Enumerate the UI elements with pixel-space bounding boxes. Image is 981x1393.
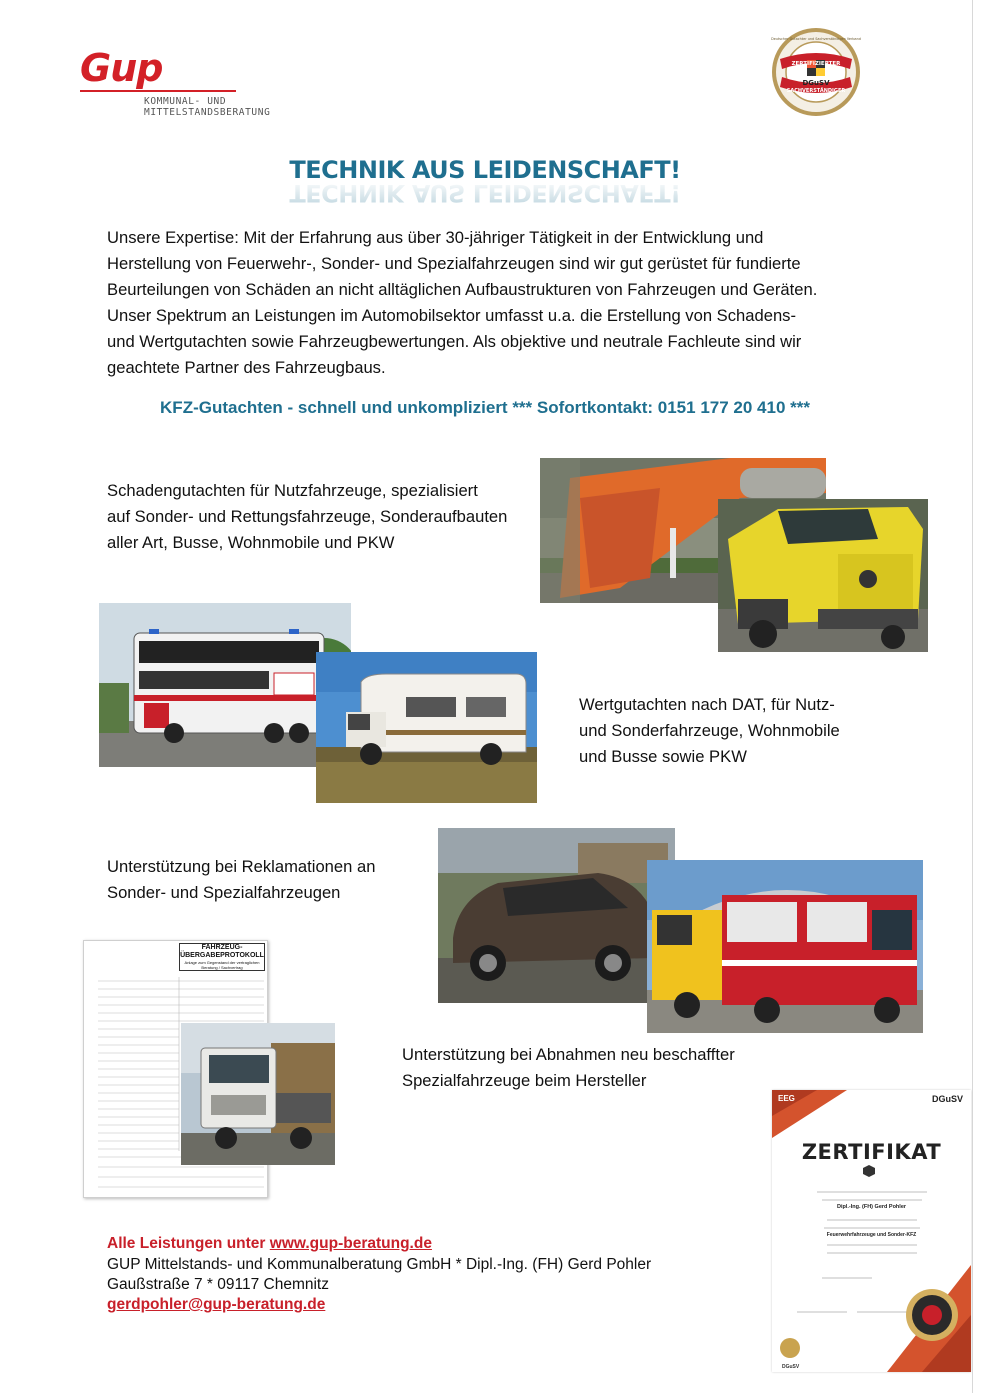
suv-photo <box>438 828 675 1003</box>
service-line: Schadengutachten für Nutzfahrzeuge, spezialisiert <box>107 481 478 500</box>
motorhome-photo <box>316 652 537 803</box>
service-line: und Sonderfahrzeuge, Wohnmobile <box>579 721 840 740</box>
certificate-field: Feuerwehrfahrzeuge und Sonder-KFZ <box>826 1232 917 1238</box>
protocol-subtitle: Anlage zum Gegenstand der vertraglichen Beratung / Sachvertrag <box>184 960 260 970</box>
service-damage-assessment <box>107 478 537 556</box>
certificate-name: Dipl.-Ing. (FH) Gerd Pohler <box>836 1204 907 1210</box>
protocol-title-line-2: ÜBERGABEPROTOKOLL <box>180 952 264 959</box>
service-valuation <box>579 692 879 770</box>
footer-company: GUP Mittelstands- und Kommunalberatung GmbH * Dipl.-Ing. (FH) Gerd Pohler <box>107 1256 652 1273</box>
intro-line: und Wertgutachten sowie Fahrzeugbewertungen. Als objektive und neutrale Fachleute sind wir <box>107 332 802 351</box>
email-link[interactable]: gerdpohler@gup-beratung.de <box>107 1296 326 1313</box>
service-line: auf Sonder- und Rettungsfahrzeuge, Sonderaufbauten <box>107 507 508 526</box>
double-decker-bus-photo <box>99 603 351 767</box>
footer-website-line <box>107 1235 432 1253</box>
scania-truck-photo <box>181 1023 335 1165</box>
intro-line: geachtete Partner des Fahrzeugbaus. <box>107 358 386 377</box>
intro-paragraph <box>107 225 907 381</box>
service-line: Unterstützung bei Reklamationen an <box>107 857 376 876</box>
certificate-seal-label: DGuSV <box>782 1364 800 1370</box>
crashed-yellow-truck-photo <box>718 499 928 652</box>
logo-subline-1: KOMMUNAL- UND <box>144 96 227 107</box>
logo-brand: Gup <box>80 46 163 90</box>
certificate-title: ZERTIFIKAT <box>801 1140 942 1164</box>
kfz-contact-line: KFZ-Gutachten - schnell und unkompliziert *** Sofortkontakt: 0151 177 20 410 *** <box>160 398 810 417</box>
service-acceptance <box>402 1042 782 1094</box>
certificate-brand-left: EEG <box>778 1094 795 1103</box>
intro-line: Herstellung von Feuerwehr-, Sonder- und Spezialfahrzeugen sind wir gut gerüstet für fundierte <box>107 254 801 273</box>
page-title: TECHNIK AUS LEIDENSCHAFT! <box>289 156 681 184</box>
seal-ring-text: Deutscher Gutachter und Sachverständigen Verband <box>771 37 861 41</box>
seal-banner-1: ZERTIFIZIERTER <box>791 61 841 67</box>
certificate-background <box>772 1090 971 1372</box>
intro-line: Unser Spektrum an Leistungen im Automobilsektor umfasst u.a. die Erstellung von Schadens- <box>107 306 796 325</box>
protocol-title-line-1: FAHRZEUG- <box>201 944 243 951</box>
service-line: Wertgutachten nach DAT, für Nutz- <box>579 695 835 714</box>
certificate-brand-right: DGuSV <box>931 1094 963 1104</box>
logo-underline <box>80 90 236 92</box>
service-line: Unterstützung bei Abnahmen neu beschaffter <box>402 1045 735 1064</box>
page-title-reflection: TECHNIK AUS LEIDENSCHAFT! <box>0 179 970 207</box>
certificate-document <box>772 1090 971 1372</box>
logo-subline-2: MITTELSTANDSBERATUNG <box>144 107 271 118</box>
footer-prefix: Alle Leistungen unter <box>107 1235 270 1252</box>
footer-address: Gaußstraße 7 * 09117 Chemnitz <box>107 1276 329 1293</box>
service-line: und Busse sowie PKW <box>579 747 747 766</box>
seal-center-text: DGuSV <box>802 79 830 87</box>
intro-line: Unsere Expertise: Mit der Erfahrung aus über 30-jähriger Tätigkeit in der Entwicklung und <box>107 228 764 247</box>
website-link[interactable]: www.gup-beratung.de <box>269 1235 432 1252</box>
service-complaints <box>107 854 427 906</box>
service-line: aller Art, Busse, Wohnmobile und PKW <box>107 533 395 552</box>
seal-banner-2: SACHVERSTÄNDIGER <box>786 88 846 94</box>
service-line: Spezialfahrzeuge beim Hersteller <box>402 1071 647 1090</box>
certified-expert-seal <box>770 27 862 117</box>
fire-trucks-photo <box>647 860 923 1033</box>
page-edge-line <box>972 0 973 1393</box>
service-line: Sonder- und Spezialfahrzeugen <box>107 883 341 902</box>
intro-line: Beurteilungen von Schäden an nicht alltäglichen Aufbaustrukturen von Fahrzeugen und Geräten. <box>107 280 818 299</box>
